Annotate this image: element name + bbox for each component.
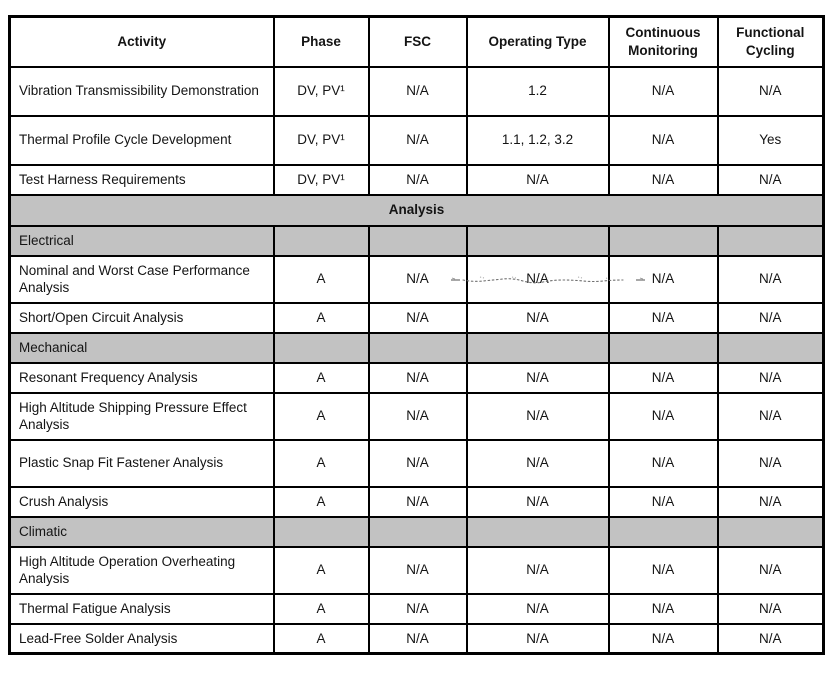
empty-cell (369, 333, 467, 363)
empty-cell (718, 333, 824, 363)
subsection-row-electrical (10, 226, 824, 256)
table-row (10, 363, 824, 393)
section-row-analysis (10, 195, 824, 226)
cell-phase: DV, PV¹ (274, 116, 369, 165)
cell-fsc: N/A (369, 487, 467, 517)
empty-cell (609, 333, 718, 363)
table-row (10, 165, 824, 195)
cell-functional-cycling: N/A (718, 363, 824, 393)
table-row (10, 440, 824, 487)
cell-operating-type: 1.1, 1.2, 3.2 (467, 116, 609, 165)
cell-fsc: N/A (369, 165, 467, 195)
subsection-row-mechanical (10, 333, 824, 363)
cell-functional-cycling: N/A (718, 256, 824, 303)
column-header-fsc: FSC (369, 17, 467, 67)
cell-fsc: N/A (369, 547, 467, 594)
empty-cell (467, 333, 609, 363)
cell-phase: A (274, 440, 369, 487)
subsection-row-climatic (10, 517, 824, 547)
cell-phase: A (274, 547, 369, 594)
cell-fsc: N/A (369, 363, 467, 393)
cell-activity: High Altitude Operation Overheating Analysis (10, 547, 274, 594)
table-row (10, 116, 824, 165)
column-header-operating-type: Operating Type (467, 17, 609, 67)
cell-phase: A (274, 363, 369, 393)
cell-operating-type: N/A (467, 393, 609, 440)
cell-fsc: N/A (369, 256, 467, 303)
empty-cell (718, 226, 824, 256)
cell-phase: A (274, 393, 369, 440)
cell-activity: Resonant Frequency Analysis (10, 363, 274, 393)
cell-functional-cycling: N/A (718, 67, 824, 116)
cell-activity: Vibration Transmissibility Demonstration (10, 67, 274, 116)
cell-fsc: N/A (369, 393, 467, 440)
cell-operating-type: N/A (467, 363, 609, 393)
cell-phase: A (274, 594, 369, 624)
cell-fsc: N/A (369, 594, 467, 624)
column-header-phase: Phase (274, 17, 369, 67)
cell-fsc: N/A (369, 67, 467, 116)
cell-continuous-monitoring: N/A (609, 67, 718, 116)
subsection-label: Mechanical (10, 333, 274, 363)
cell-continuous-monitoring: N/A (609, 393, 718, 440)
cell-phase: A (274, 487, 369, 517)
cell-fsc: N/A (369, 303, 467, 333)
empty-cell (274, 333, 369, 363)
cell-functional-cycling: N/A (718, 165, 824, 195)
header-row (10, 17, 824, 67)
cell-activity: Nominal and Worst Case Performance Analysis (10, 256, 274, 303)
empty-cell (274, 517, 369, 547)
cell-functional-cycling: N/A (718, 303, 824, 333)
cell-continuous-monitoring: N/A (609, 594, 718, 624)
table-row (10, 594, 824, 624)
cell-functional-cycling: N/A (718, 487, 824, 517)
cell-phase: A (274, 303, 369, 333)
cell-functional-cycling: N/A (718, 440, 824, 487)
cell-fsc: N/A (369, 116, 467, 165)
cell-activity: Thermal Profile Cycle Development (10, 116, 274, 165)
cell-activity: Short/Open Circuit Analysis (10, 303, 274, 333)
empty-cell (467, 517, 609, 547)
empty-cell (274, 226, 369, 256)
cell-continuous-monitoring: N/A (609, 487, 718, 517)
cell-fsc: N/A (369, 624, 467, 654)
cell-operating-type: N/A (467, 547, 609, 594)
cell-continuous-monitoring: N/A (609, 303, 718, 333)
table-row (10, 303, 824, 333)
cell-phase: DV, PV¹ (274, 67, 369, 116)
cell-phase: DV, PV¹ (274, 165, 369, 195)
cell-continuous-monitoring: N/A (609, 116, 718, 165)
cell-activity: Thermal Fatigue Analysis (10, 594, 274, 624)
subsection-label: Climatic (10, 517, 274, 547)
cell-operating-type: N/A (467, 165, 609, 195)
cell-operating-type: 1.2 (467, 67, 609, 116)
cell-fsc: N/A (369, 440, 467, 487)
table-row (10, 393, 824, 440)
cell-operating-type: N/A (467, 487, 609, 517)
cell-operating-type: N/A (467, 594, 609, 624)
table-row (10, 624, 824, 654)
cell-continuous-monitoring: N/A (609, 363, 718, 393)
section-label: Analysis (10, 195, 824, 226)
cell-functional-cycling: N/A (718, 624, 824, 654)
table-row (10, 67, 824, 116)
cell-continuous-monitoring: N/A (609, 440, 718, 487)
subsection-label: Electrical (10, 226, 274, 256)
empty-cell (369, 517, 467, 547)
cell-functional-cycling: N/A (718, 547, 824, 594)
cell-continuous-monitoring: N/A (609, 547, 718, 594)
verification-activity-table (8, 15, 825, 655)
empty-cell (609, 226, 718, 256)
cell-functional-cycling: N/A (718, 594, 824, 624)
cell-phase: A (274, 624, 369, 654)
column-header-continuous-monitoring: Continuous Monitoring (609, 17, 718, 67)
empty-cell (467, 226, 609, 256)
empty-cell (718, 517, 824, 547)
empty-cell (369, 226, 467, 256)
cell-operating-type: N/A (467, 303, 609, 333)
cell-phase: A (274, 256, 369, 303)
column-header-activity: Activity (10, 17, 274, 67)
cell-activity: High Altitude Shipping Pressure Effect Analysis (10, 393, 274, 440)
cell-operating-type: N/A (467, 624, 609, 654)
empty-cell (609, 517, 718, 547)
table-row (10, 256, 824, 303)
cell-functional-cycling: N/A (718, 393, 824, 440)
cell-activity: Crush Analysis (10, 487, 274, 517)
cell-operating-type: N/A (467, 256, 609, 303)
table-row (10, 487, 824, 517)
cell-activity: Test Harness Requirements (10, 165, 274, 195)
cell-activity: Lead-Free Solder Analysis (10, 624, 274, 654)
column-header-functional-cycling: Functional Cycling (718, 17, 824, 67)
cell-activity: Plastic Snap Fit Fastener Analysis (10, 440, 274, 487)
table-row (10, 547, 824, 594)
cell-continuous-monitoring: N/A (609, 256, 718, 303)
cell-continuous-monitoring: N/A (609, 165, 718, 195)
cell-continuous-monitoring: N/A (609, 624, 718, 654)
cell-operating-type: N/A (467, 440, 609, 487)
cell-functional-cycling: Yes (718, 116, 824, 165)
